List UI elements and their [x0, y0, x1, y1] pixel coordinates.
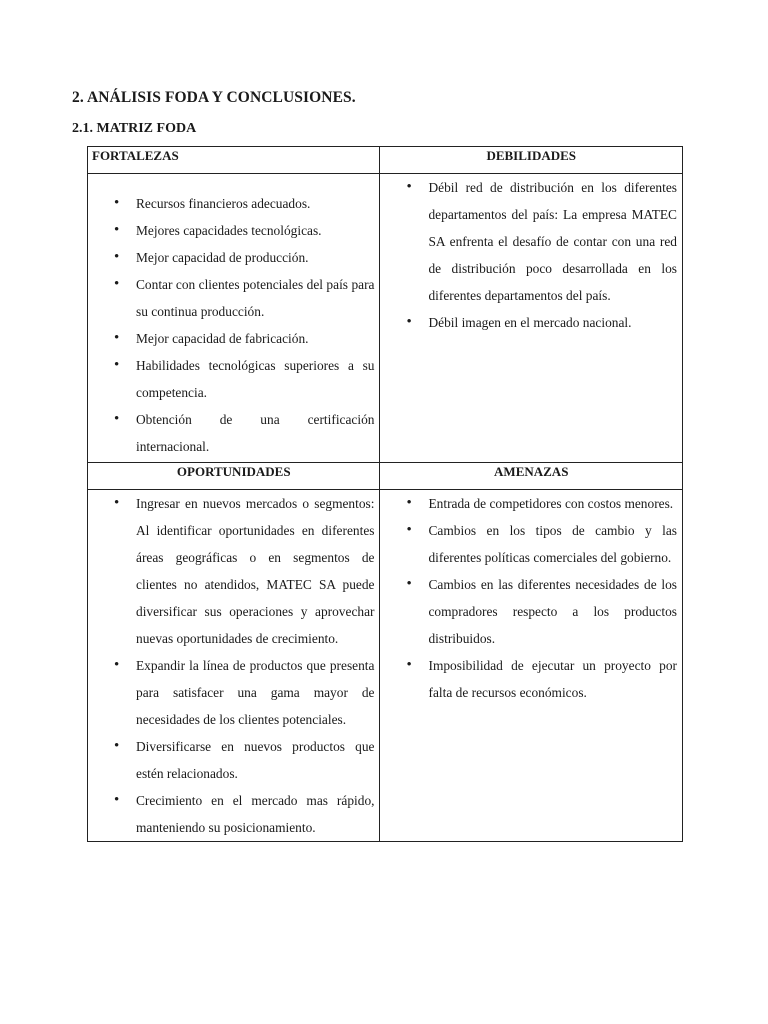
debilidades-header: DEBILIDADES: [380, 147, 683, 174]
list-item: • Débil red de distribución en los diferentes departamentos del país: La empresa MATEC SA enfrenta el desafío de contar con una red de distribución poco desarrollada en los diferentes departamentos del país.: [380, 174, 682, 309]
debilidades-list: [380, 174, 682, 336]
fortalezas-header: FORTALEZAS: [88, 147, 380, 174]
list-item: • Crecimiento en el mercado mas rápido, manteniendo su posicionamiento.: [88, 787, 379, 841]
list-item: • Imposibilidad de ejecutar un proyecto por falta de recursos económicos.: [380, 652, 682, 706]
oportunidades-list: [88, 490, 379, 841]
list-item: • Mejores capacidades tecnológicas.: [88, 217, 379, 244]
foda-body-row-bottom: [88, 490, 683, 842]
foda-header-row-bottom: [88, 463, 683, 490]
list-item: • Cambios en los tipos de cambio y las diferentes políticas comerciales del gobierno.: [380, 517, 682, 571]
list-item: • Recursos financieros adecuados.: [88, 190, 379, 217]
amenazas-cell: [380, 490, 683, 842]
oportunidades-header: OPORTUNIDADES: [88, 463, 380, 490]
list-item: • Diversificarse en nuevos productos que estén relacionados.: [88, 733, 379, 787]
foda-matrix: [87, 146, 683, 842]
list-item: • Entrada de competidores con costos menores.: [380, 490, 682, 517]
fortalezas-cell: [88, 174, 380, 463]
list-item: • Habilidades tecnológicas superiores a su competencia.: [88, 352, 379, 406]
list-item: • Débil imagen en el mercado nacional.: [380, 309, 682, 336]
list-item: • Cambios en las diferentes necesidades de los compradores respecto a los productos distribuidos.: [380, 571, 682, 652]
foda-header-row-top: [88, 147, 683, 174]
list-item: • Mejor capacidad de fabricación.: [88, 325, 379, 352]
foda-body-row-top: [88, 174, 683, 463]
fortalezas-list: [88, 174, 379, 460]
list-item: • Obtención de una certificación internacional.: [88, 406, 379, 460]
debilidades-cell: [380, 174, 683, 463]
list-item: • Ingresar en nuevos mercados o segmentos: Al identificar oportunidades en diferentes áreas geográficas o en segmentos de clientes no atendidos, MATEC SA puede diversificar sus operaciones y aprovechar nuevas oportunidades de crecimiento.: [88, 490, 379, 652]
section-title: 2. ANÁLISIS FODA Y CONCLUSIONES.: [72, 89, 356, 106]
list-item: • Expandir la línea de productos que presenta para satisfacer una gama mayor de necesidades de los clientes potenciales.: [88, 652, 379, 733]
list-item: • Contar con clientes potenciales del país para su continua producción.: [88, 271, 379, 325]
amenazas-header: AMENAZAS: [380, 463, 683, 490]
list-item: • Mejor capacidad de producción.: [88, 244, 379, 271]
amenazas-list: [380, 490, 682, 706]
oportunidades-cell: [88, 490, 380, 842]
subsection-title: 2.1. MATRIZ FODA: [72, 121, 197, 136]
